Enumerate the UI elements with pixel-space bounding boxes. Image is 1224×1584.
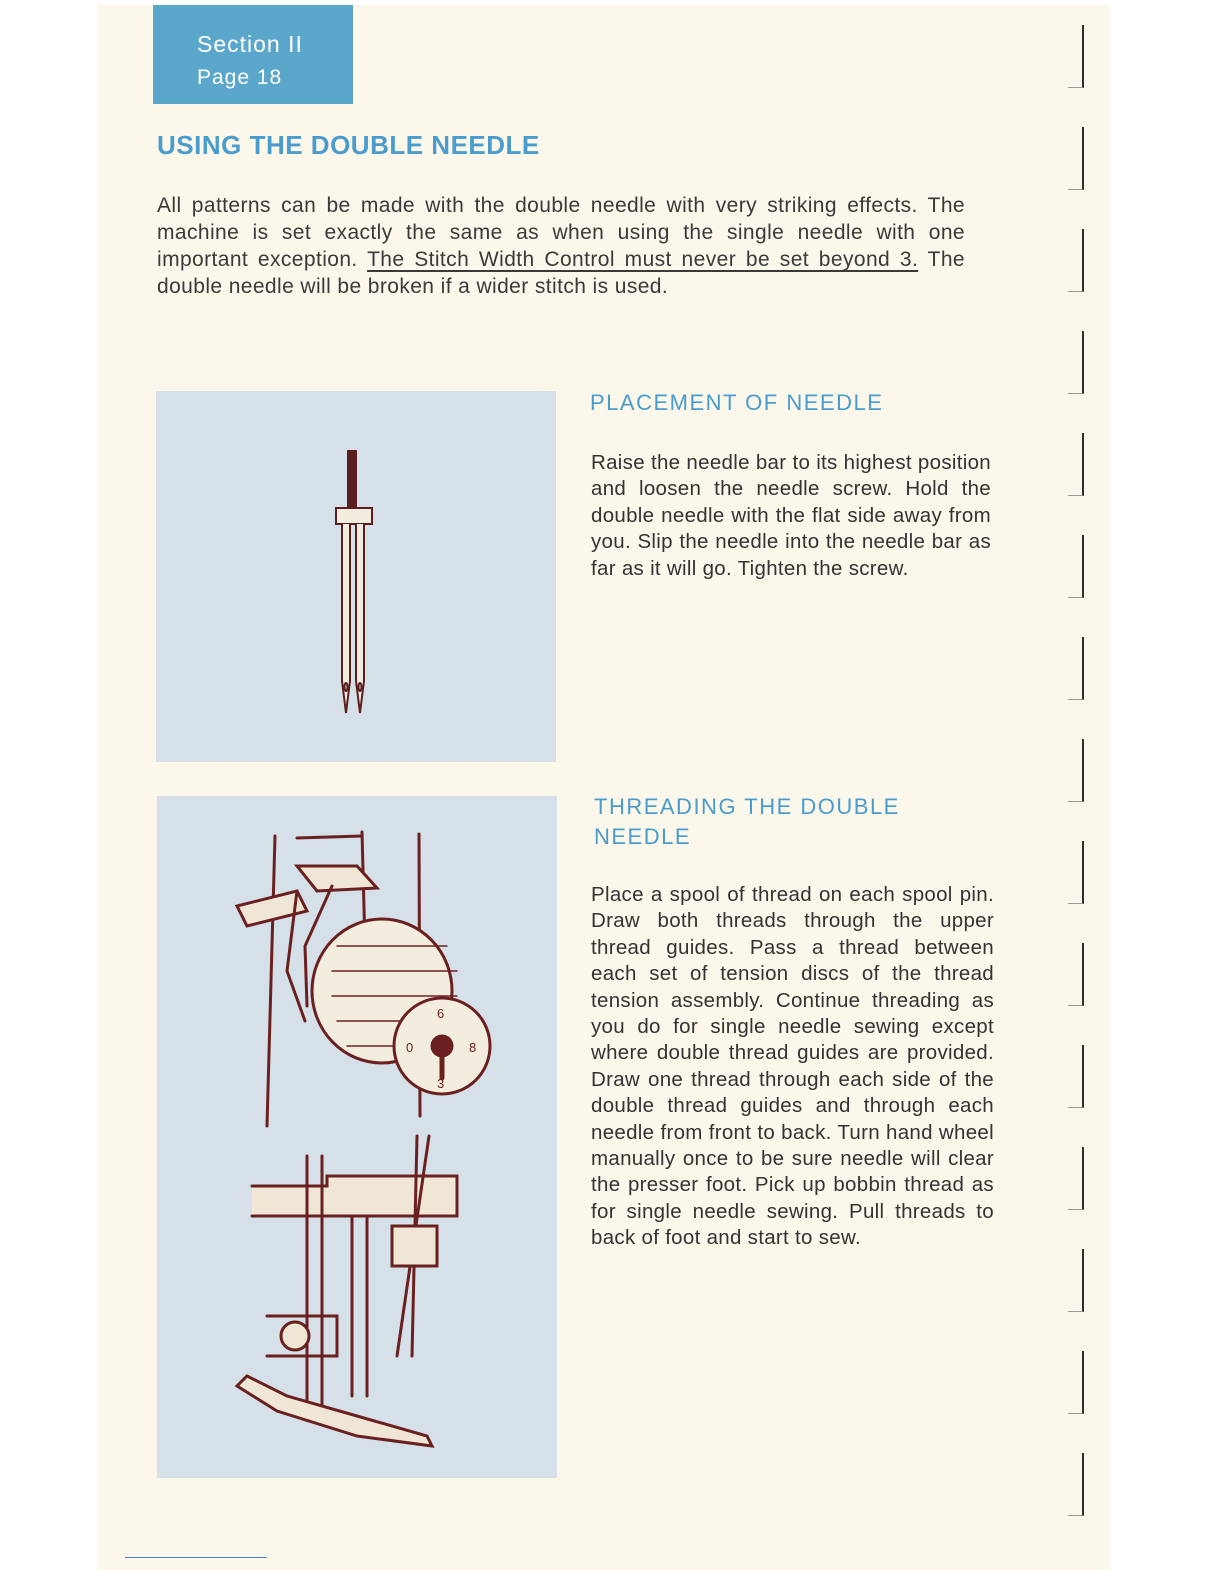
index-tab	[1068, 739, 1084, 802]
double-needle-illustration	[156, 391, 556, 762]
thread-left	[267, 836, 275, 1126]
index-tab	[1068, 943, 1084, 1006]
threading-body: Place a spool of thread on each spool pin. Draw both threads through the upper thread guides. Pass a thread between each set of tension discs of the thread tension assembly. Continue threading as you do for single needle sewing except where double thread guides are provided. Draw one thread through each side of the double thread guides and through each needle from front to back. Turn hand wheel manually once to be sure needle will clear the presser foot. Pick up bobbin thread as for single needle sewing. Pull threads to back of foot and start to sew.	[591, 883, 994, 1250]
page-title: USING THE DOUBLE NEEDLE	[157, 130, 540, 160]
double-needle-drawing	[156, 391, 556, 762]
dial-number-top: 6	[437, 1006, 445, 1021]
index-tab	[1068, 1453, 1084, 1516]
double-thread-guide	[392, 1226, 437, 1266]
presser-foot	[237, 1376, 432, 1446]
right-needle	[356, 524, 364, 713]
index-tab	[1068, 535, 1084, 598]
index-tab	[1068, 1249, 1084, 1312]
intro-paragraph	[157, 192, 965, 300]
footer-rule	[125, 1557, 267, 1558]
dial-number-bottom: 3	[437, 1076, 445, 1091]
index-tab	[1068, 1351, 1084, 1414]
threading-illustration	[157, 796, 557, 1478]
intro-text-before: All patterns can be made with the double needle with very striking effects. The machine is set exactly the same as when using the single needle with one important exception.	[157, 194, 965, 271]
threading-drawing	[157, 796, 557, 1478]
index-tab	[1068, 331, 1084, 394]
needle-clamp	[336, 508, 372, 524]
presser-screw	[281, 1322, 309, 1350]
index-tab	[1068, 127, 1084, 190]
placement-heading: PLACEMENT OF NEEDLE	[590, 390, 884, 415]
dial-number-left: 0	[406, 1040, 414, 1055]
index-tab	[1068, 841, 1084, 904]
threading-heading: THREADING THE DOUBLE NEEDLE	[594, 794, 900, 849]
index-tab	[1068, 1147, 1084, 1210]
needle-shank	[348, 451, 356, 511]
left-needle	[342, 524, 350, 713]
index-tabs	[1060, 15, 1100, 1555]
stitch-width-warning: The Stitch Width Control must never be set beyond 3.	[367, 248, 919, 271]
needle-bar-housing	[252, 1176, 457, 1216]
index-tab	[1068, 229, 1084, 292]
needle-bar	[352, 1216, 367, 1396]
section-label: Section II	[197, 31, 303, 57]
index-tab	[1068, 433, 1084, 496]
index-tab	[1068, 25, 1084, 88]
page-number: Page 18	[197, 66, 283, 89]
section-tab	[153, 5, 353, 104]
dial-number-right: 8	[469, 1040, 477, 1055]
index-tab	[1068, 1045, 1084, 1108]
index-tab	[1068, 637, 1084, 700]
placement-body: Raise the needle bar to its highest position and loosen the needle screw. Hold the double needle with the flat side away from you. Slip the needle into the needle bar as far as it will go. Tighten the screw.	[591, 451, 991, 580]
intro-text-after: The double needle will be broken if a wider stitch is used.	[157, 248, 965, 298]
